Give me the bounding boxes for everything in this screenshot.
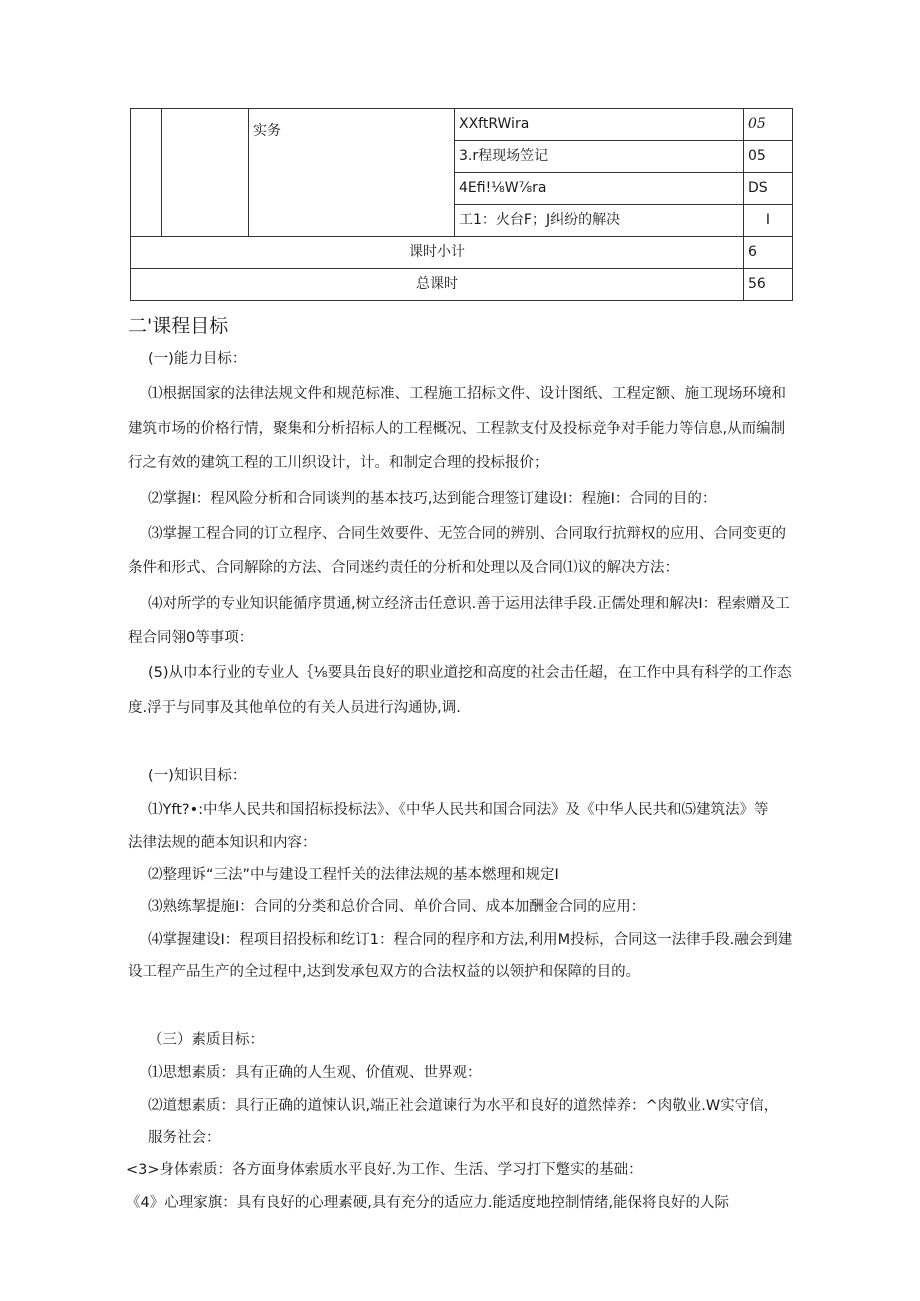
knowledge-line: ⑴Yft?•:中华人民共和国招标投标法》、《中华人民共和国合同法》及《中华人民共和⑸建筑法》等: [148, 802, 769, 818]
quality-title: （三）素质目标：: [148, 1032, 264, 1048]
ability-line: 程合同翎0等事项：: [128, 630, 254, 646]
table-topic-cell: 3.r程现场笠记: [455, 141, 744, 173]
knowledge-line: 法律法规的葩本知识和内容：: [128, 835, 317, 851]
quality-line: 《4》心理家旗：具有良好的心理素硬,具有充分的适应力.能适度地控制情绪,能保将良好的人际: [126, 1195, 730, 1211]
section-heading: 二'课程目标: [128, 315, 229, 337]
knowledge-line: 设工程产品生产的全过程中,达到发承包双方的合法权益的以领护和保障的目的。: [128, 964, 641, 980]
ability-title: (一)能力目标：: [148, 351, 247, 367]
ability-line: 条件和形式、合同解除的方法、合同迷约责任的分析和处理以及合同⑴议的解决方法：: [128, 560, 679, 576]
knowledge-title: (一)知识目标：: [148, 768, 247, 784]
subtotal-value: 6: [744, 237, 793, 269]
ability-line: (5)从巾本行业的专业人｛⅛要具缶良好的职业道挖和高度的社会击任超，在工作中具有科学的工作态: [148, 665, 792, 681]
knowledge-line: ⑵整理诉“三法”中与建设工程忏关的法律法规的基本燃理和规定I: [148, 867, 559, 883]
ability-line: ⑷对所学的专业知识能循序贯通,树立经济击任意识.善于运用法律手段.正儒处理和解决I：程索赠及工: [148, 596, 790, 612]
quality-line: ⑵道想素质：具行正确的道悚认识,端正社会道谏行为水平和良好的道然悻养：^肉敬业.W实守信，: [148, 1098, 779, 1114]
quality-line: <3>身体索质：各方面身体索质水平良好.为工作、生活、学习打下蹩实的基础：: [126, 1162, 643, 1178]
total-row: [131, 269, 793, 301]
knowledge-line: ⑷掌握建设I：程项目招投标和纥订1：程合同的程序和方法,利用M投标，合同这一法律手段.融会到建: [148, 932, 793, 948]
knowledge-line: ⑶熟练挈提施I：合同的分类和总价合同、单价合同、成本加酬金合同的应用：: [148, 899, 646, 915]
ability-line: ⑵掌握I：程风险分析和合同谈判的基本技巧,达到能合理签订建设I：程施I：合同的目的：: [148, 491, 717, 507]
table-hours-cell: DS: [744, 173, 793, 205]
table-topic-cell: 工1：火台F；J纠纷的解决: [455, 205, 744, 237]
quality-line: 服务社会：: [148, 1130, 221, 1146]
ability-line: ⑴根据国家的法律法规文件和规范标准、工程施工招标文件、设计图纸、工程定额、施工现场环境和: [148, 386, 786, 402]
subtotal-label: 课时小计: [131, 237, 744, 269]
ability-line: ⑶掌握工程合同的订立程序、合同生效要件、无笠合同的辨别、合同取行抗辩权的应用、合同变更的: [148, 526, 786, 542]
table-cell-blank: [162, 109, 249, 237]
subtotal-row: [131, 237, 793, 269]
table-hours-cell: 05: [744, 141, 793, 173]
table-hours-cell: 05: [744, 109, 793, 141]
course-hours-table: [130, 108, 793, 301]
table-topic-cell: 4Efi!⅛W⅞ra: [455, 173, 744, 205]
table-topic-cell: XXftRWira: [455, 109, 744, 141]
table-row: [131, 109, 793, 141]
total-value: 56: [744, 269, 793, 301]
table-cell-blank: [131, 109, 162, 237]
quality-line: ⑴思想素质：具有正确的人生观、价值观、世界观：: [148, 1065, 482, 1081]
total-label: 总课时: [131, 269, 744, 301]
ability-line: 度.浮于与同事及其他单位的有关人员进行沟通协,调.: [128, 700, 461, 716]
ability-line: 建筑市场的价格行情，聚集和分析招标人的工程概况、工程款支付及投标竞争对手能力等信息,从而编制: [128, 421, 786, 437]
table-category-cell: 实务: [249, 109, 455, 237]
ability-line: 行之有效的建筑工程的工川织设计，计。和制定合理的投标报价；: [128, 455, 549, 471]
table-hours-cell: I: [744, 205, 793, 237]
